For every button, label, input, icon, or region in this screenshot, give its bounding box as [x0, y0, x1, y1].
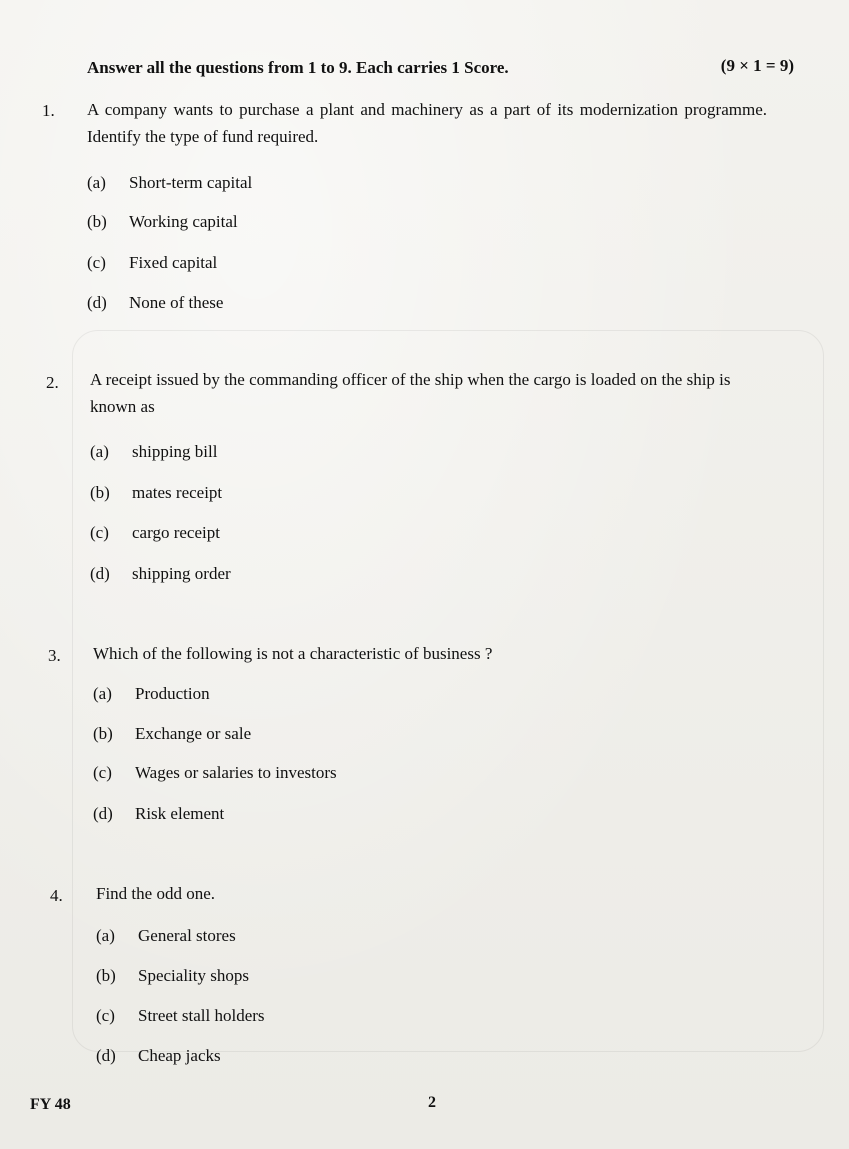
question-3-option-c [93, 763, 337, 783]
option-text: cargo receipt [132, 523, 220, 542]
option-label: (a) [90, 442, 109, 461]
option-text: shipping order [132, 564, 231, 583]
option-text: Street stall holders [138, 1006, 265, 1025]
option-label: (a) [96, 926, 115, 945]
option-label: (b) [96, 966, 116, 985]
option-text: Risk element [135, 804, 225, 823]
question-3-option-b [93, 724, 251, 744]
question-3-number: 3. [48, 646, 61, 665]
option-text: Short-term capital [129, 173, 253, 192]
option-text: General stores [138, 926, 236, 945]
question-4-text: Find the odd one. [96, 884, 215, 903]
option-text: mates receipt [132, 483, 223, 502]
question-2-number: 2. [46, 373, 59, 392]
option-text: Working capital [129, 212, 238, 231]
option-label: (d) [96, 1046, 116, 1065]
option-label: (c) [90, 523, 109, 542]
option-text: Fixed capital [129, 253, 218, 272]
option-label: (a) [87, 173, 106, 192]
option-label: (c) [87, 253, 106, 272]
question-4-option-a [96, 926, 236, 946]
option-label: (c) [93, 763, 112, 782]
option-label: (d) [90, 564, 110, 583]
option-label: (b) [87, 212, 107, 231]
option-label: (b) [90, 483, 110, 502]
question-3-option-a [93, 684, 210, 704]
paper-code: FY 48 [30, 1096, 71, 1113]
question-4-number: 4. [50, 886, 63, 905]
option-label: (d) [87, 293, 107, 312]
question-1-option-a [87, 173, 252, 193]
question-1-option-c [87, 253, 217, 273]
question-1-text: A company wants to purchase a plant and machinery as a part of its modernization programme. Identify the type of fund required. [87, 100, 767, 146]
option-label: (a) [93, 684, 112, 703]
option-label: (c) [96, 1006, 115, 1025]
option-text: None of these [129, 293, 224, 312]
question-2-option-a [90, 442, 217, 462]
question-4-option-d [96, 1046, 221, 1066]
section-instruction: Answer all the questions from 1 to 9. Each carries 1 Score. [87, 58, 509, 77]
question-4-option-b [96, 966, 249, 986]
question-2-option-c [90, 523, 220, 543]
option-label: (d) [93, 804, 113, 823]
question-1-option-d [87, 293, 223, 313]
question-2-text: A receipt issued by the commanding officer of the ship when the cargo is loaded on the ship is known as [90, 370, 731, 416]
page-number: 2 [428, 1094, 436, 1111]
question-4-option-c [96, 1006, 265, 1026]
option-text: shipping bill [132, 442, 218, 461]
question-1-option-b [87, 212, 238, 232]
option-text: Exchange or sale [135, 724, 252, 743]
question-1-number: 1. [42, 101, 55, 120]
section-score: (9 × 1 = 9) [720, 56, 794, 75]
question-3-text: Which of the following is not a characteristic of business ? [93, 644, 493, 663]
option-label: (b) [93, 724, 113, 743]
question-3-option-d [93, 804, 224, 824]
question-2-option-d [90, 564, 231, 584]
option-text: Production [135, 684, 210, 703]
option-text: Wages or salaries to investors [135, 763, 337, 782]
option-text: Speciality shops [138, 966, 249, 985]
question-2-option-b [90, 483, 222, 503]
option-text: Cheap jacks [138, 1046, 221, 1065]
